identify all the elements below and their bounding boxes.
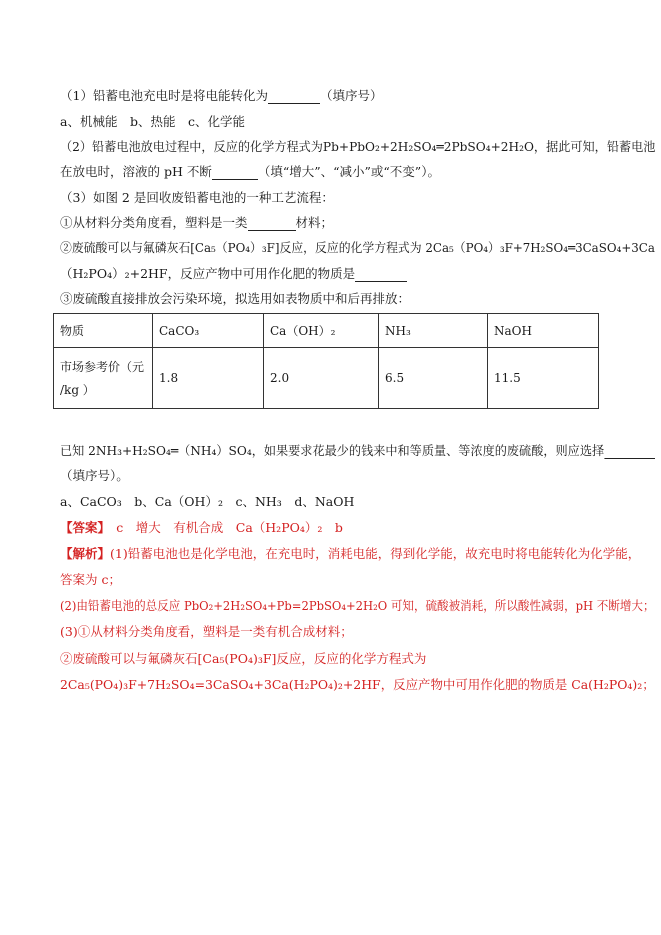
q4-line2: （填序号）。 bbox=[60, 468, 129, 483]
q3-intro: （3）如图 2 是回收废铅蓄电池的一种工艺流程： bbox=[60, 190, 334, 205]
q3-p2-answer-blank[interactable] bbox=[355, 267, 407, 282]
answer-label: 【答案】 bbox=[60, 520, 104, 535]
row-label-line2: /kg ） bbox=[60, 383, 95, 397]
analysis-line1 bbox=[60, 546, 640, 562]
table-cell: 1.8 bbox=[153, 348, 264, 409]
price-table bbox=[53, 313, 599, 409]
q2-line1: （2）铅蓄电池放电过程中，反应的化学方程式为Pb+PbO₂+2H₂SO₄═2PbSO₄+2H₂O，据此可知，铅蓄电池 bbox=[60, 139, 656, 154]
table-header-cell: NH₃ bbox=[379, 314, 488, 348]
analysis-label: 【解析】 bbox=[60, 546, 111, 561]
analysis-text-1: (1)铅蓄电池也是化学电池，在充电时，消耗电能，得到化学能，故充电时将电能转化为化学能， bbox=[110, 546, 641, 561]
table-row bbox=[54, 348, 599, 409]
analysis-line5: ②废硫酸可以与氟磷灰石[Ca₅(PO₄)₃F]反应，反应的化学方程式为 bbox=[60, 651, 427, 666]
q2-line2-pre: 在放电时，溶液的 pH 不断 bbox=[60, 164, 212, 179]
analysis-line3: (2)由铅蓄电池的总反应 PbO₂+2H₂SO₄+Pb=2PbSO₄+2H₂O 可知，硫酸被消耗，所以酸性减弱，pH 不断增大； bbox=[60, 598, 655, 613]
q1-options: a、机械能 b、热能 c、化学能 bbox=[60, 114, 245, 129]
q3-p1-answer-blank[interactable] bbox=[248, 216, 296, 231]
q3-p1-post: 材料； bbox=[295, 215, 334, 230]
analysis-line4: (3)①从材料分类角度看，塑料是一类有机合成材料； bbox=[60, 624, 353, 639]
table-cell: 6.5 bbox=[379, 348, 488, 409]
table-header-cell: CaCO₃ bbox=[153, 314, 264, 348]
table-row-label bbox=[54, 348, 153, 409]
q3-p2-line2 bbox=[60, 266, 407, 282]
analysis-line2: 答案为 c； bbox=[60, 572, 121, 587]
q2-answer-blank[interactable] bbox=[212, 165, 258, 180]
q4-options: a、CaCO₃ b、Ca（OH）₂ c、NH₃ d、NaOH bbox=[60, 494, 355, 509]
q4-line1-pre: 已知 2NH₃+H₂SO₄═（NH₄）SO₄，如果要求花最少的钱来中和等质量、等浓度的废硫酸，则应选择 bbox=[60, 443, 605, 458]
q3-p1 bbox=[60, 215, 333, 231]
q1-answer-blank[interactable] bbox=[268, 89, 320, 104]
q1-suffix: （填序号） bbox=[319, 88, 383, 103]
q3-p2-line1: ②废硫酸可以与氟磷灰石[Ca₅（PO₄）₃F]反应，反应的化学方程式为 2Ca₅（PO₄）₃F+7H₂SO₄═3CaSO₄+3Ca bbox=[60, 240, 655, 255]
table-header-cell: NaOH bbox=[488, 314, 599, 348]
q1-text: （1）铅蓄电池充电时是将电能转化为 bbox=[60, 88, 268, 103]
row-label-line1: 市场参考价（元 bbox=[60, 360, 145, 374]
table-header-cell: 物质 bbox=[54, 314, 153, 348]
answer-text: c 增大 有机合成 Ca（H₂PO₄）₂ b bbox=[103, 520, 343, 535]
table-cell: 2.0 bbox=[264, 348, 379, 409]
table-cell: 11.5 bbox=[488, 348, 599, 409]
table-header-row bbox=[54, 314, 599, 348]
analysis-line6: 2Ca₅(PO₄)₃F+7H₂SO₄=3CaSO₄+3Ca(H₂PO₄)₂+2HF，反应产物中可用作化肥的物质是 Ca(H₂PO₄)₂； bbox=[60, 677, 655, 692]
q3-p3: ③废硫酸直接排放会污染环境，拟选用如表物质中和后再排放： bbox=[60, 291, 411, 306]
q4-line1 bbox=[60, 443, 655, 459]
answer-line bbox=[60, 520, 343, 536]
q3-p2-line2-pre: （H₂PO₄）₂+2HF，反应产物中可用作化肥的物质是 bbox=[60, 266, 356, 281]
q4-answer-blank[interactable] bbox=[604, 444, 655, 459]
table-header-cell: Ca（OH）₂ bbox=[264, 314, 379, 348]
q2-line2-post: （填“增大”、“减小”或“不变”）。 bbox=[257, 164, 440, 179]
q2-line2 bbox=[60, 164, 440, 180]
q1-line bbox=[60, 88, 382, 104]
q3-p1-pre: ①从材料分类角度看，塑料是一类 bbox=[60, 215, 248, 230]
